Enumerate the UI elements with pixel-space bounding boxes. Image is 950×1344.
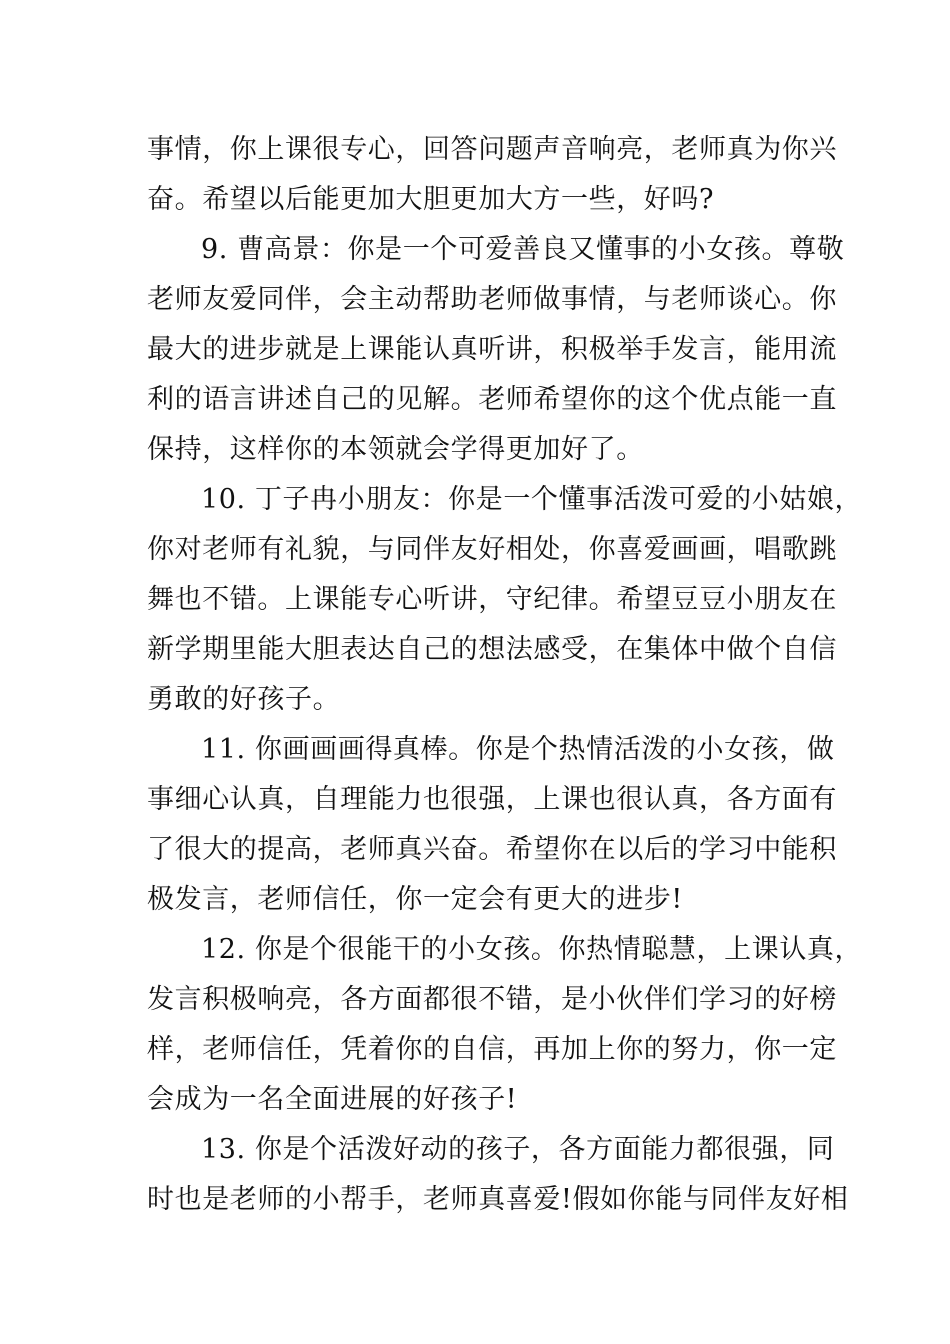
text-line: 老师友爱同伴，会主动帮助老师做事情，与老师谈心。你 bbox=[147, 284, 837, 315]
paragraph-start-line: 13. 你是个活泼好动的孩子，各方面能力都很强，同 bbox=[201, 1134, 835, 1165]
text-line: 舞也不错。上课能专心听讲，守纪律。希望豆豆小朋友在 bbox=[147, 584, 837, 615]
paragraph-start-line: 12. 你是个很能干的小女孩。你热情聪慧，上课认真， bbox=[201, 934, 863, 965]
text-line: 极发言，老师信任，你一定会有更大的进步! bbox=[147, 884, 683, 915]
text-line: 勇敢的好孩子。 bbox=[147, 684, 341, 715]
text-line: 利的语言讲述自己的见解。老师希望你的这个优点能一直 bbox=[147, 384, 837, 415]
text-line: 样，老师信任，凭着你的自信，再加上你的努力，你一定 bbox=[147, 1034, 837, 1065]
text-line: 了很大的提高，老师真兴奋。希望你在以后的学习中能积 bbox=[147, 834, 837, 865]
text-line: 事情，你上课很专心，回答问题声音响亮，老师真为你兴 bbox=[147, 134, 837, 165]
text-line: 时也是老师的小帮手，老师真喜爱!假如你能与同伴友好相 bbox=[147, 1184, 849, 1215]
text-line: 你对老师有礼貌，与同伴友好相处，你喜爱画画，唱歌跳 bbox=[147, 534, 837, 565]
paragraph-start-line: 10. 丁子冉小朋友：你是一个懂事活泼可爱的小姑娘， bbox=[201, 484, 863, 515]
text-line: 新学期里能大胆表达自己的想法感受，在集体中做个自信 bbox=[147, 634, 837, 665]
text-line: 事细心认真，自理能力也很强，上课也很认真，各方面有 bbox=[147, 784, 837, 815]
text-line: 发言积极响亮，各方面都很不错，是小伙伴们学习的好榜 bbox=[147, 984, 837, 1015]
paragraph-start-line: 11. 你画画画得真棒。你是个热情活泼的小女孩，做 bbox=[201, 734, 835, 765]
text-line: 会成为一名全面进展的好孩子! bbox=[147, 1084, 518, 1115]
paragraph-start-line: 9. 曹高景：你是一个可爱善良又懂事的小女孩。尊敬 bbox=[201, 234, 845, 265]
text-line: 保持，这样你的本领就会学得更加好了。 bbox=[147, 434, 644, 465]
text-line: 最大的进步就是上课能认真听讲，积极举手发言，能用流 bbox=[147, 334, 837, 365]
text-line: 奋。希望以后能更加大胆更加大方一些，好吗? bbox=[147, 184, 715, 215]
